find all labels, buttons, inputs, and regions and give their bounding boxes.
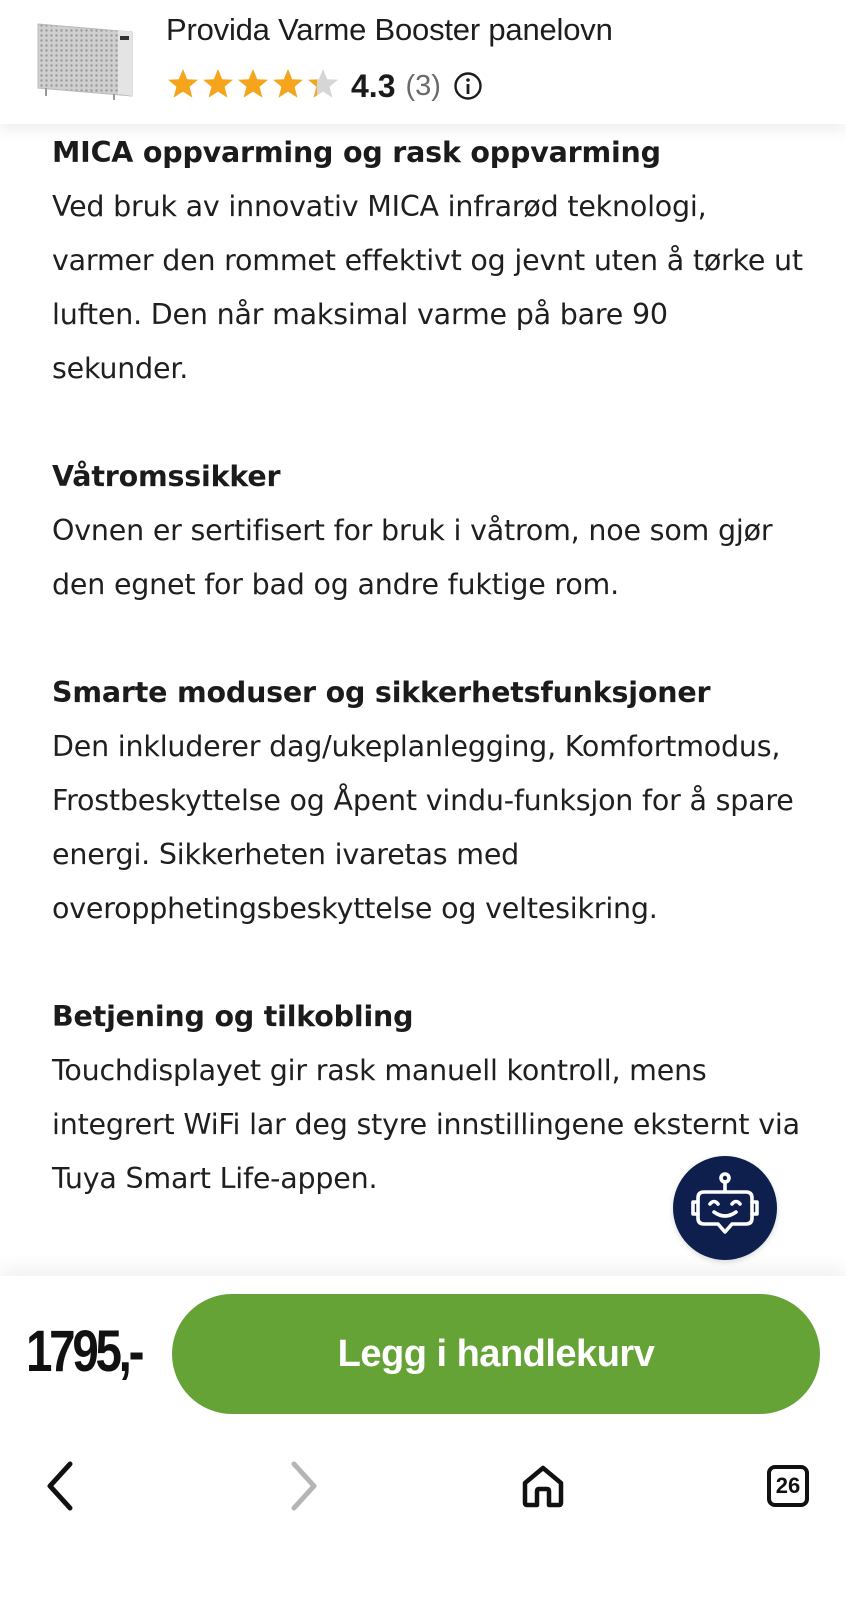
product-header [0,0,846,124]
star-icon [236,67,270,101]
back-button[interactable] [32,1456,92,1516]
rating-value: 4.3 [351,67,396,104]
forward-icon [282,1460,322,1512]
star-icon [306,67,340,101]
home-icon [520,1463,566,1509]
rating-count: (3) [405,69,441,102]
info-icon[interactable] [453,71,483,101]
rating-stars [166,67,341,105]
tab-count: 26 [775,1473,801,1498]
section-heading: MICA oppvarming og rask oppvarming [52,136,661,169]
chat-assistant-button[interactable] [673,1156,777,1260]
product-thumbnail[interactable] [34,18,140,102]
product-description [52,126,812,1260]
section-body: Ved bruk av innovativ MICA infrarød teknologi, varmer den rommet effektivt og jevnt uten å tørke ut luften. Den når maksimal varme på bare 90 sekunder. [52,190,803,385]
section-heading: Våtromssikker [52,460,281,493]
back-icon [42,1460,82,1512]
section-body: Den inkluderer dag/ukeplanlegging, Komfortmodus, Frostbeskyttelse og Åpent vindu-funksjon for å spare energi. Sikkerheten ivaretas med overopphetingsbeskyttelse og veltesikring. [52,730,794,925]
section-heading: Smarte moduser og sikkerhetsfunksjoner [52,676,711,709]
description-section [52,126,812,396]
product-title: Provida Varme Booster panelovn [166,12,613,47]
rating-row[interactable] [166,64,483,108]
tabs-button[interactable] [758,1456,818,1516]
section-heading: Betjening og tilkobling [52,1000,414,1033]
description-section [52,666,812,936]
home-button[interactable] [513,1456,573,1516]
section-body: Ovnen er sertifisert for bruk i våtrom, noe som gjør den egnet for bad og andre fuktige rom. [52,514,773,601]
star-icon [166,67,200,101]
star-icon [201,67,235,101]
add-to-cart-button[interactable]: Legg i handlekurv [172,1294,820,1414]
forward-button[interactable] [272,1456,332,1516]
browser-nav-bar [0,1426,846,1600]
section-body: Touchdisplayet gir rask manuell kontroll, mens integrert WiFi lar deg styre innstillingene eksternt via Tuya Smart Life-appen. [52,1054,800,1195]
description-section [52,450,812,612]
star-icon [271,67,305,101]
robot-icon [690,1170,760,1246]
purchase-bar [0,1276,846,1426]
price: 1795,- [26,1319,142,1384]
